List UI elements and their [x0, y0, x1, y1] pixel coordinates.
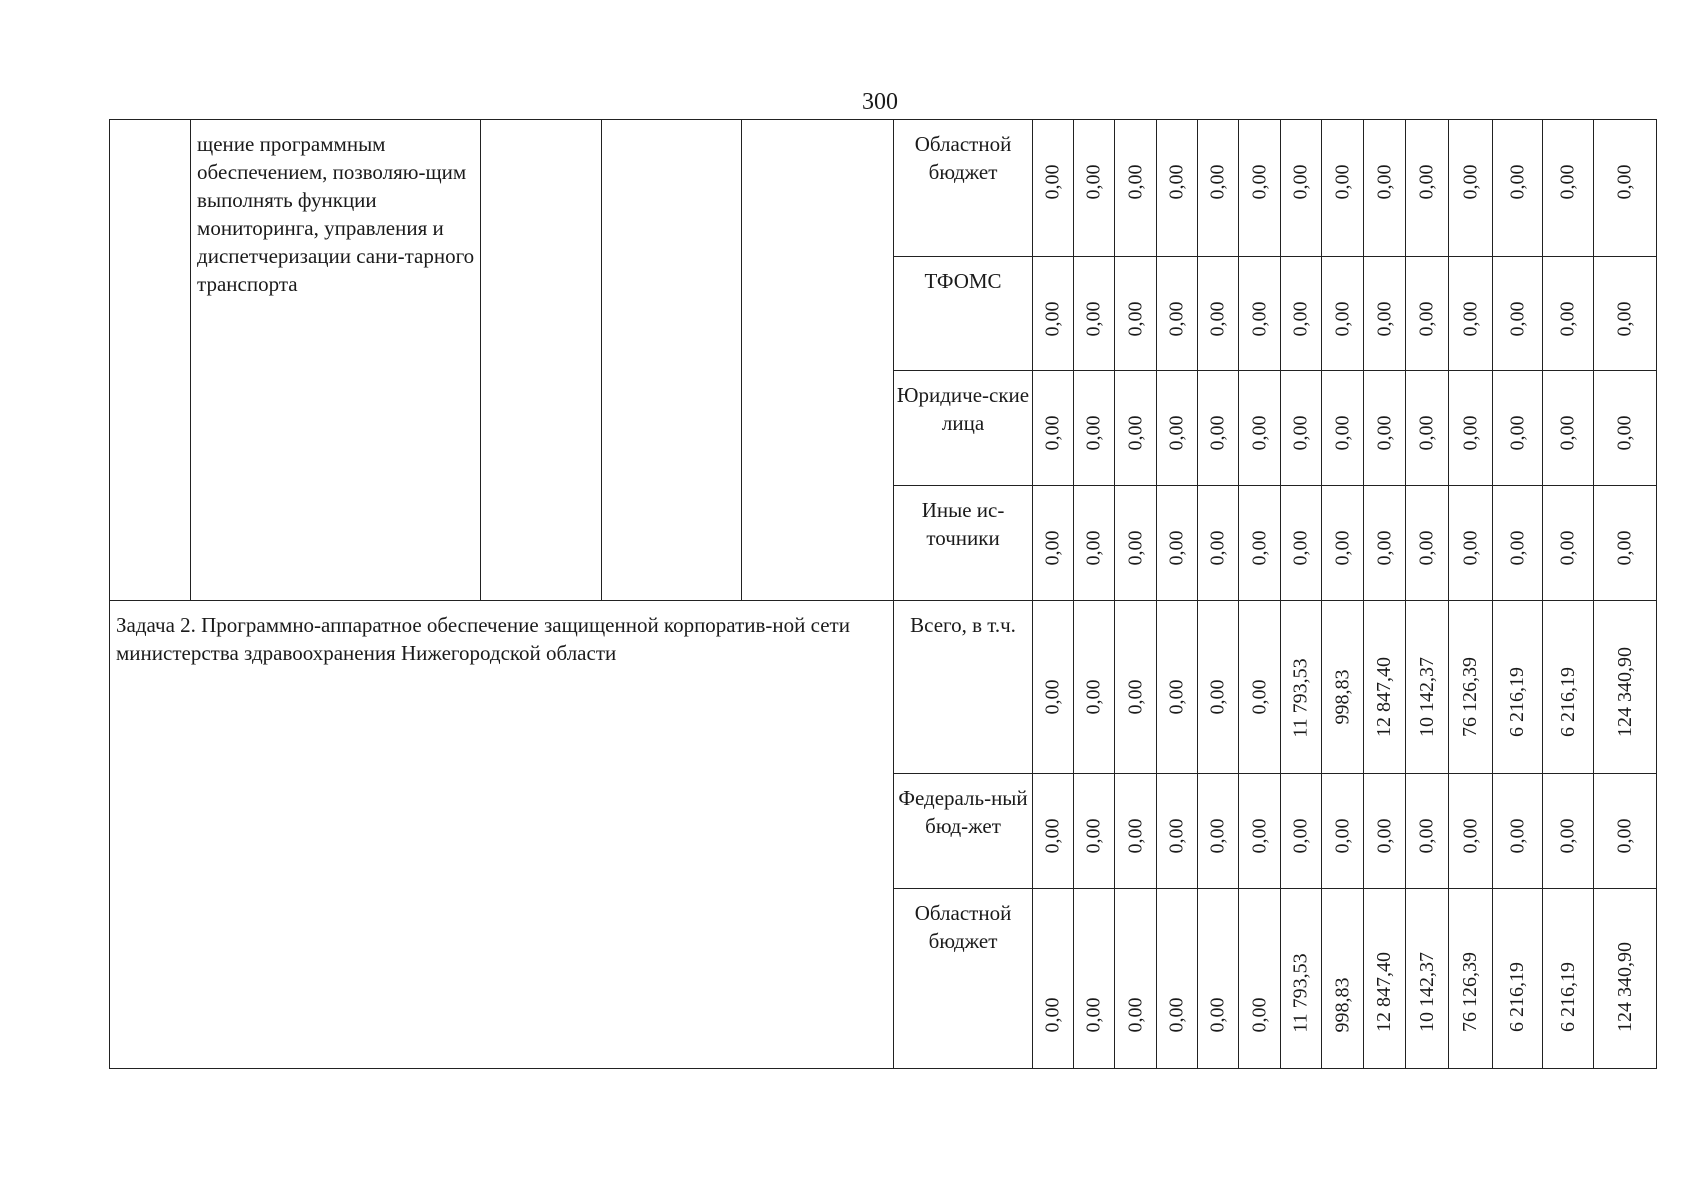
- value-cell: 0,00: [1114, 120, 1156, 257]
- value-cell: 0,00: [1156, 774, 1197, 889]
- funding-source-label: Областной бюджет: [894, 889, 1032, 1069]
- value-cell: 0,00: [1238, 889, 1280, 1069]
- value-cell: 0,00: [1542, 774, 1593, 889]
- value-cell: 0,00: [1156, 889, 1197, 1069]
- value-cell: 0,00: [1032, 774, 1073, 889]
- value-cell: 0,00: [1492, 371, 1542, 486]
- budget-table: [109, 119, 1657, 1069]
- empty-number-cell: [110, 120, 191, 601]
- funding-source-label: Федераль-ный бюд-жет: [894, 774, 1032, 889]
- value-cell: 0,00: [1448, 371, 1492, 486]
- value-cell: 0,00: [1032, 601, 1073, 774]
- value-cell: 0,00: [1197, 371, 1238, 486]
- empty-cell: [742, 120, 894, 601]
- value-cell: 0,00: [1321, 257, 1363, 371]
- value-cell: 0,00: [1197, 486, 1238, 601]
- value-cell: 0,00: [1492, 257, 1542, 371]
- value-cell: 0,00: [1405, 371, 1448, 486]
- table-row: [110, 120, 1657, 257]
- value-cell: 0,00: [1492, 774, 1542, 889]
- value-cell: 0,00: [1114, 601, 1156, 774]
- value-cell: 10 142,37: [1405, 889, 1448, 1069]
- page-number: 300: [862, 89, 898, 115]
- value-cell: 0,00: [1156, 120, 1197, 257]
- value-cell: 0,00: [1197, 257, 1238, 371]
- value-cell: 0,00: [1032, 486, 1073, 601]
- value-cell: 76 126,39: [1448, 889, 1492, 1069]
- value-cell: 0,00: [1197, 120, 1238, 257]
- value-cell: 0,00: [1114, 486, 1156, 601]
- value-cell: 0,00: [1238, 601, 1280, 774]
- value-cell: 0,00: [1448, 120, 1492, 257]
- value-cell: 0,00: [1363, 257, 1405, 371]
- value-cell: 0,00: [1363, 774, 1405, 889]
- value-cell: 0,00: [1156, 371, 1197, 486]
- value-cell: 0,00: [1032, 120, 1073, 257]
- value-cell: 0,00: [1448, 486, 1492, 601]
- value-cell: 998,83: [1321, 889, 1363, 1069]
- value-cell: 11 793,53: [1280, 889, 1321, 1069]
- value-cell: 0,00: [1156, 486, 1197, 601]
- value-cell: 0,00: [1405, 486, 1448, 601]
- value-cell: 0,00: [1073, 601, 1114, 774]
- funding-source-label: Юридиче-ские лица: [894, 371, 1032, 486]
- value-cell: 0,00: [1492, 120, 1542, 257]
- value-cell: 0,00: [1363, 120, 1405, 257]
- value-cell: 11 793,53: [1280, 601, 1321, 774]
- value-cell: 0,00: [1363, 486, 1405, 601]
- value-cell: 0,00: [1238, 371, 1280, 486]
- value-cell: 0,00: [1114, 774, 1156, 889]
- value-cell: 0,00: [1156, 601, 1197, 774]
- value-cell: 0,00: [1197, 601, 1238, 774]
- value-cell: 0,00: [1073, 371, 1114, 486]
- value-cell: 0,00: [1405, 120, 1448, 257]
- value-cell: 0,00: [1032, 371, 1073, 486]
- value-cell: 0,00: [1363, 371, 1405, 486]
- value-cell: 0,00: [1542, 120, 1593, 257]
- value-cell: 0,00: [1197, 889, 1238, 1069]
- value-cell: 6 216,19: [1492, 889, 1542, 1069]
- value-cell: 0,00: [1593, 257, 1656, 371]
- value-cell: 0,00: [1032, 889, 1073, 1069]
- measure-description: щение программным обеспечением, позволяю-щим выполнять функции мониторинга, управления и диспетчеризации сани-тарного транспорта: [191, 120, 481, 601]
- value-cell: 0,00: [1542, 257, 1593, 371]
- value-cell: 124 340,90: [1593, 601, 1656, 774]
- value-cell: 0,00: [1542, 486, 1593, 601]
- value-cell: 76 126,39: [1448, 601, 1492, 774]
- value-cell: 0,00: [1405, 774, 1448, 889]
- value-cell: 0,00: [1321, 120, 1363, 257]
- table-row: [110, 601, 1657, 774]
- value-cell: 998,83: [1321, 601, 1363, 774]
- value-cell: 6 216,19: [1492, 601, 1542, 774]
- value-cell: 0,00: [1593, 774, 1656, 889]
- value-cell: 6 216,19: [1542, 601, 1593, 774]
- value-cell: 0,00: [1073, 257, 1114, 371]
- value-cell: 0,00: [1280, 257, 1321, 371]
- empty-cell: [481, 120, 602, 601]
- value-cell: 0,00: [1542, 371, 1593, 486]
- funding-source-label: Областной бюджет: [894, 120, 1032, 257]
- value-cell: 0,00: [1321, 371, 1363, 486]
- value-cell: 0,00: [1114, 889, 1156, 1069]
- funding-source-label: Всего, в т.ч.: [894, 601, 1032, 774]
- value-cell: 0,00: [1280, 371, 1321, 486]
- value-cell: 0,00: [1238, 774, 1280, 889]
- value-cell: 0,00: [1238, 257, 1280, 371]
- value-cell: 0,00: [1238, 486, 1280, 601]
- value-cell: 0,00: [1114, 257, 1156, 371]
- value-cell: 0,00: [1280, 774, 1321, 889]
- value-cell: 0,00: [1032, 257, 1073, 371]
- value-cell: 0,00: [1321, 486, 1363, 601]
- value-cell: 0,00: [1593, 486, 1656, 601]
- value-cell: 124 340,90: [1593, 889, 1656, 1069]
- value-cell: 0,00: [1280, 120, 1321, 257]
- empty-cell: [602, 120, 742, 601]
- value-cell: 0,00: [1593, 371, 1656, 486]
- value-cell: 0,00: [1156, 257, 1197, 371]
- value-cell: 0,00: [1238, 120, 1280, 257]
- value-cell: 0,00: [1073, 120, 1114, 257]
- funding-source-label: Иные ис-точники: [894, 486, 1032, 601]
- value-cell: 0,00: [1073, 889, 1114, 1069]
- value-cell: 0,00: [1448, 774, 1492, 889]
- value-cell: 0,00: [1321, 774, 1363, 889]
- value-cell: 12 847,40: [1363, 889, 1405, 1069]
- value-cell: 6 216,19: [1542, 889, 1593, 1069]
- value-cell: 0,00: [1280, 486, 1321, 601]
- funding-source-label: ТФОМС: [894, 257, 1032, 371]
- value-cell: 0,00: [1492, 486, 1542, 601]
- value-cell: 0,00: [1073, 486, 1114, 601]
- task-title: Задача 2. Программно-аппаратное обеспечение защищенной корпоратив-ной сети министерства здравоохранения Нижегородской области: [110, 601, 894, 1069]
- value-cell: 0,00: [1448, 257, 1492, 371]
- value-cell: 0,00: [1197, 774, 1238, 889]
- value-cell: 12 847,40: [1363, 601, 1405, 774]
- value-cell: 0,00: [1114, 371, 1156, 486]
- value-cell: 0,00: [1073, 774, 1114, 889]
- value-cell: 0,00: [1405, 257, 1448, 371]
- value-cell: 0,00: [1593, 120, 1656, 257]
- value-cell: 10 142,37: [1405, 601, 1448, 774]
